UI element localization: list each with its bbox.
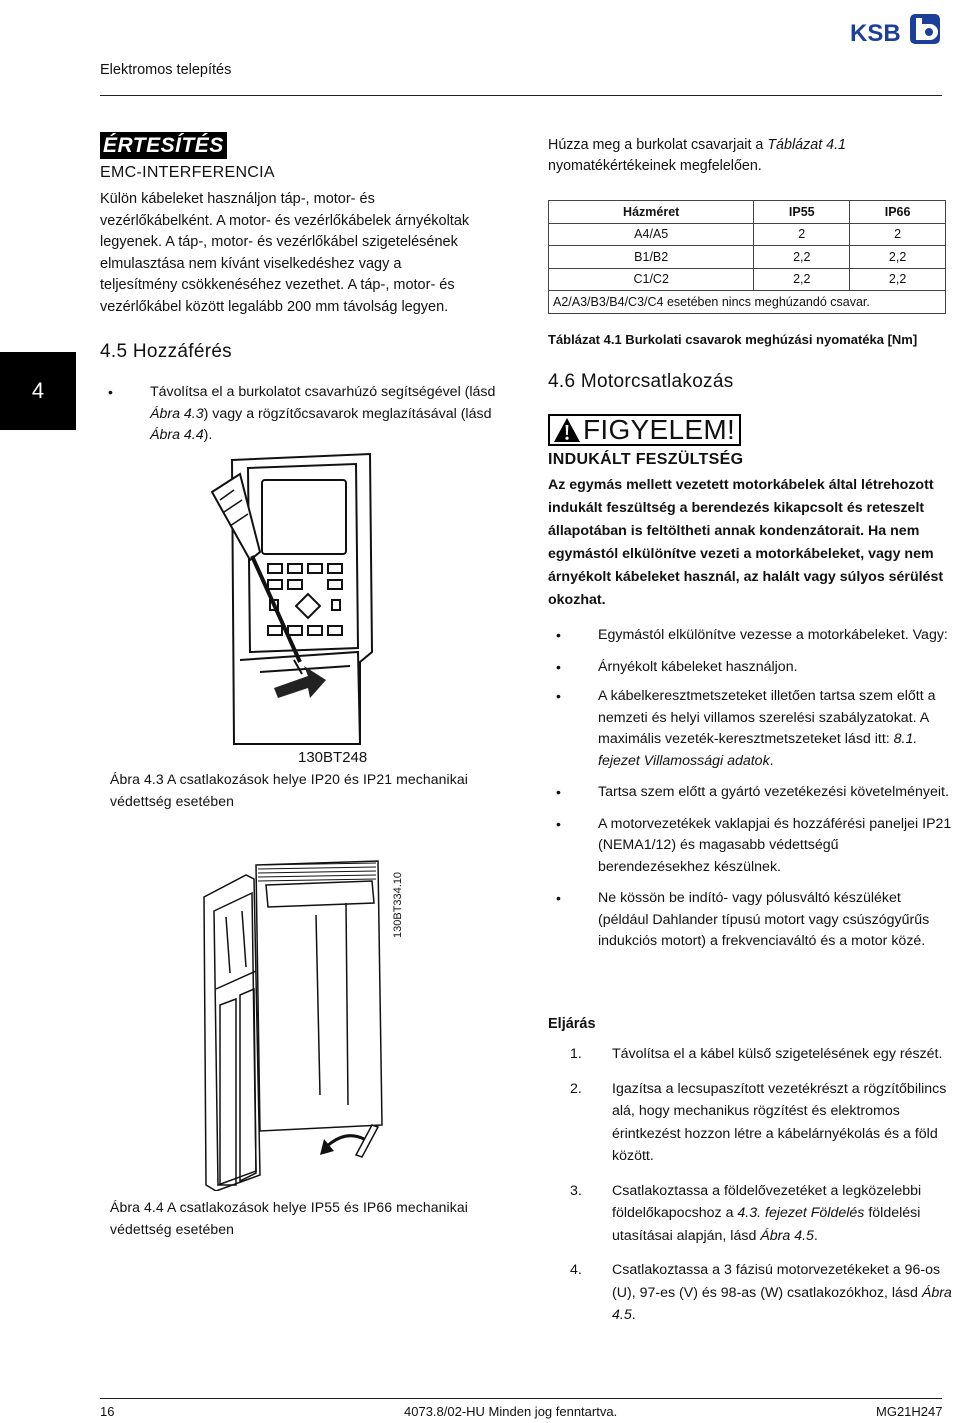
table-row xyxy=(549,223,946,246)
procedure-step: 3. Csatlakoztassa a földelővezetéket a legközelebbi földelőkapocshoz a 4.3. fejezet Földelés földelési utasításai alapján, lásd Ábra 4.5. xyxy=(570,1182,922,1244)
document-number: MG21H247 xyxy=(876,1404,943,1419)
figure-4-3-caption: Ábra 4.3 A csatlakozások helye IP20 és IP21 mechanikai védettség esetében xyxy=(110,771,468,809)
table-cell: 2,2 xyxy=(850,246,946,269)
section-heading-4-6: 4.6 Motorcsatlakozás xyxy=(548,371,734,392)
torque-intro: Húzza meg a burkolat csavarjait a Táblázat 4.1 nyomatékértékeinek megfelelően. xyxy=(548,137,847,174)
page-number: 16 xyxy=(100,1404,115,1419)
motor-bullet-list xyxy=(548,625,952,953)
table-cell: 2,2 xyxy=(754,246,850,269)
table-caption: Táblázat 4.1 Burkolati csavarok meghúzási nyomatéka [Nm] xyxy=(548,332,918,347)
table-header-row xyxy=(549,201,946,224)
footer-copyright: 4073.8/02-HU Minden jog fenntartva. xyxy=(404,1404,618,1419)
list-item: • Tartsa szem előtt a gyártó vezetékezési követelményeit. xyxy=(548,782,952,804)
section-heading-4-5: 4.5 Hozzáférés xyxy=(100,341,232,362)
footer-rule xyxy=(100,1398,942,1399)
warning-subtitle: INDUKÁLT FESZÜLTSÉG xyxy=(548,451,744,468)
procedure-step: 2. Igazítsa a lecsupaszított vezetékrészt a rögzítőbilincs alá, hogy mechanikus rögzítést és elektromos érintkezést hozzon létre a kábelárnyékolás és a föld között. xyxy=(570,1080,947,1164)
figure-4-3-illustration xyxy=(190,452,400,752)
procedure-step: 1. Távolítsa el a kábel külső szigetelésének egy részét. xyxy=(570,1046,943,1062)
figure-4-3-code: 130BT248 xyxy=(298,749,368,766)
figure-4-4-caption: Ábra 4.4 A csatlakozások helye IP55 és IP66 mechanikai védettség esetében xyxy=(110,1199,468,1237)
notice-body: Külön kábeleket használjon táp-, motor- és vezérlőkábelként. A motor- és vezérlőkábelek árnyékoltak legyenek. A táp-, motor- és vezérlőkábel szigetelésének elmulasztása nem kívánt viselkedéshez vagy a teljesítmény csökkenéséhez vezethet. A táp-, motor- és vezérlőkábel között legalább 200 mm távolság legyen. xyxy=(100,191,470,315)
chapter-tab: 4 xyxy=(0,352,76,430)
figure-4-4-code: 130BT334.10 xyxy=(392,871,404,938)
notice-subtitle: EMC-INTERFERENCIA xyxy=(100,164,275,181)
access-bullet-list xyxy=(100,382,500,447)
list-item: • A kábelkeresztmetszeteket illetően tartsa szem előtt a nemzeti és helyi villamos szerelési szabályzatokat. A maximális vezeték-keresztmetszeteket lásd itt: 8.1. fejezet Villamossági adatok. xyxy=(548,686,952,772)
chapter-ref: 4.3. fejezet Földelés xyxy=(737,1205,865,1221)
table-row xyxy=(549,246,946,269)
table-cell: C1/C2 xyxy=(549,268,754,291)
warning-body: Az egymás mellett vezetett motorkábelek által létrehozott indukált feszültség a berendezés kikapcsolt és reteszelt állapotában is feltöltheti annak kondenzátorait. Ha nem egymástól elkülönítve vezeti a motorkábeleket, vagy nem árnyékolt kábeleket használ, az halált vagy súlyos sérülést okozhat. xyxy=(548,477,944,608)
table-ref: Táblázat 4.1 xyxy=(767,137,847,153)
figure-ref: Ábra 4.3 xyxy=(150,405,204,422)
table-cell: 2,2 xyxy=(754,268,850,291)
warning-label-box xyxy=(548,414,741,446)
header-rule xyxy=(100,95,942,96)
table-cell: A4/A5 xyxy=(549,223,754,246)
warning-label: FIGYELEM! xyxy=(583,414,736,445)
procedure-label: Eljárás xyxy=(548,1016,596,1032)
figure-ref: Ábra 4.5 xyxy=(612,1284,952,1323)
chapter-ref: 8.1. fejezet Villamossági adatok xyxy=(598,731,918,769)
table-cell: 2 xyxy=(754,223,850,246)
procedure-step: 4. Csatlakoztassa a 3 fázisú motorvezetékeket a 96-os (U), 97-es (V) és 98-as (W) csatlakozókhoz, lásd Ábra 4.5. xyxy=(570,1262,952,1323)
logo-text: KSB xyxy=(850,20,901,47)
notice-label: ÉRTESÍTÉS xyxy=(100,132,227,159)
ksb-logo xyxy=(850,8,946,48)
figure-ref: Ábra 4.5 xyxy=(760,1227,814,1244)
figure-ref: Ábra 4.4 xyxy=(150,427,204,443)
torque-table xyxy=(548,200,946,314)
list-item: • Árnyékolt kábeleket használjon. xyxy=(548,657,952,679)
column-header: IP66 xyxy=(850,201,946,224)
warning-icon xyxy=(553,417,581,443)
figure-4-4-illustration xyxy=(196,855,406,1191)
table-cell: 2 xyxy=(850,223,946,246)
list-item: • A motorvezetékek vaklapjai és hozzáférési paneljei IP21 (NEMA1/12) és magasabb védettségű berendezésekhez készülnek. xyxy=(548,814,952,879)
table-cell: B1/B2 xyxy=(549,246,754,269)
table-row xyxy=(549,268,946,291)
list-item: • Ne kössön be indító- vagy pólusváltó készüléket (például Dahlander típusú motort vagy csúszógyűrűs indukciós motort) a frekvenciaváltó és a motor közé. xyxy=(548,888,952,953)
header-title: Elektromos telepítés xyxy=(100,62,232,78)
list-item: • Egymástól elkülönítve vezesse a motorkábeleket. Vagy: xyxy=(548,625,952,647)
table-note-row xyxy=(549,291,946,314)
column-header: IP55 xyxy=(754,201,850,224)
table-note: A2/A3/B3/B4/C3/C4 esetében nincs meghúzandó csavar. xyxy=(549,291,946,314)
procedure-steps xyxy=(548,1043,952,1339)
column-header: Házméret xyxy=(549,201,754,224)
access-bullet: • Távolítsa el a burkolatot csavarhúzó segítségével (lásd Ábra 4.3) vagy a rögzítőcsavarok meglazításával (lásd Ábra 4.4). xyxy=(100,382,500,447)
table-cell: 2,2 xyxy=(850,268,946,291)
